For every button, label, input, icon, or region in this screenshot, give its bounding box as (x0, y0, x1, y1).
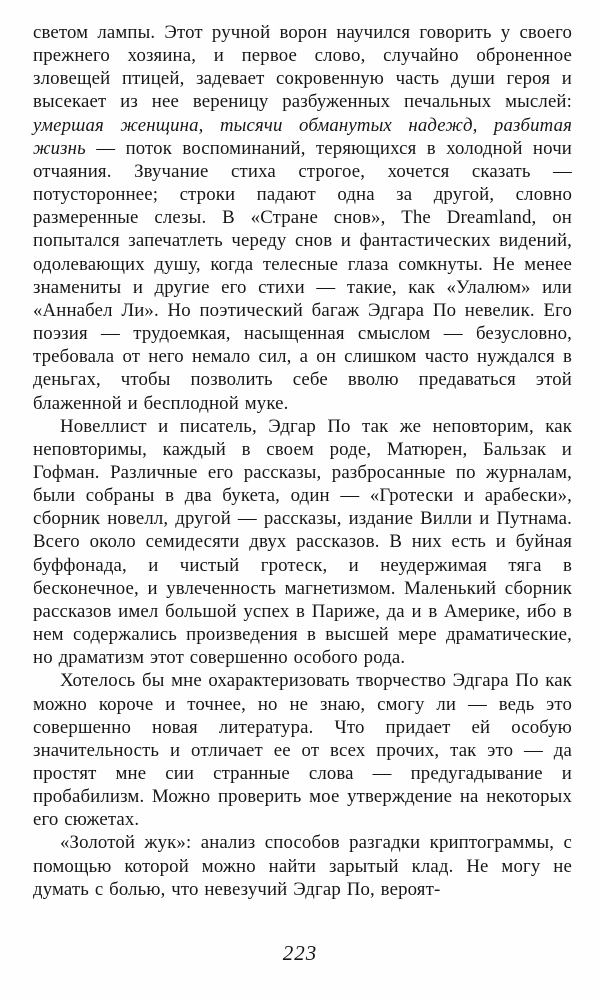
paragraph (33, 21, 572, 415)
page-number: 223 (282, 941, 318, 965)
text-segment: «Золотой жук»: анализ способов разгадки криптограммы, с помощью которой можно найти зарытый клад. Не могу не думать с болью, что невезучий Эдгар По, вероят- (33, 832, 572, 900)
text-segment: Новеллист и писатель, Эдгар По так же неповторим, как неповторимы, каждый в своем роде, Матюрен, Бальзак и Гофман. Различные его рассказы, разбросанные по журналам, были собраны в два букета, один — «Гротески и арабески», сборник новелл, другой — рассказы, издание Вилли и Путнама. Всего около семидесяти двух рассказов. В них есть и буйная буффонада, и чистый гротеск, и неудержимая тяга в бесконечное, и увлеченность магнетизмом. Маленький сборник рассказов имел большой успех в Париже, да и в Америке, ибо в нем содержались произведения в высшей мере драматические, но драматизм этот совершенно особого рода. (33, 415, 572, 669)
paragraph (33, 415, 572, 670)
text-segment: — поток воспоминаний, теряющихся в холодной ночи отчаяния. Звучание стиха строгое, хочется сказать — потустороннее; строки падают одна за другой, словно размеренные слезы. В «Стране снов», The Dreamland, он попытался запечатлеть череду снов и фантастических видений, одолевающих душу, когда телесные глаза сомкнуты. Не менее знамениты и другие его стихи — такие, как «Улалюм» или «Аннабел Ли». Но поэтический багаж Эдгара По невелик. Его поэзия — трудоемкая, насыщенная смыслом — безусловно, требовала от него немало сил, а он слишком часто нуждался в деньгах, чтобы позволить себе вволю предаваться этой блаженной и бесплодной муке. (33, 137, 572, 414)
paragraph (33, 831, 572, 900)
text-segment: светом лампы. Этот ручной ворон научился говорить у своего прежнего хозяина, и первое слово, случайно оброненное зловещей птицей, задевает сокровенную часть души героя и высекает из нее вереницу разбуженных печальных мыслей: (33, 22, 572, 113)
italic-text-segment: умершая женщина, тысячи обманутых надежд, разбитая жизнь (33, 114, 572, 159)
paragraph (33, 669, 572, 831)
text-segment: Хотелось бы мне охарактеризовать творчество Эдгара По как можно короче и точнее, но не знаю, смогу ли — ведь это совершенно новая литература. Что придает ей особую значительность и отличает ее от всех прочих, так это — да простят мне сии странные слова — предугадывание и пробабилизм. Можно проверить мое утверждение на некоторых его сюжетах. (33, 670, 572, 831)
text-block (33, 21, 572, 901)
